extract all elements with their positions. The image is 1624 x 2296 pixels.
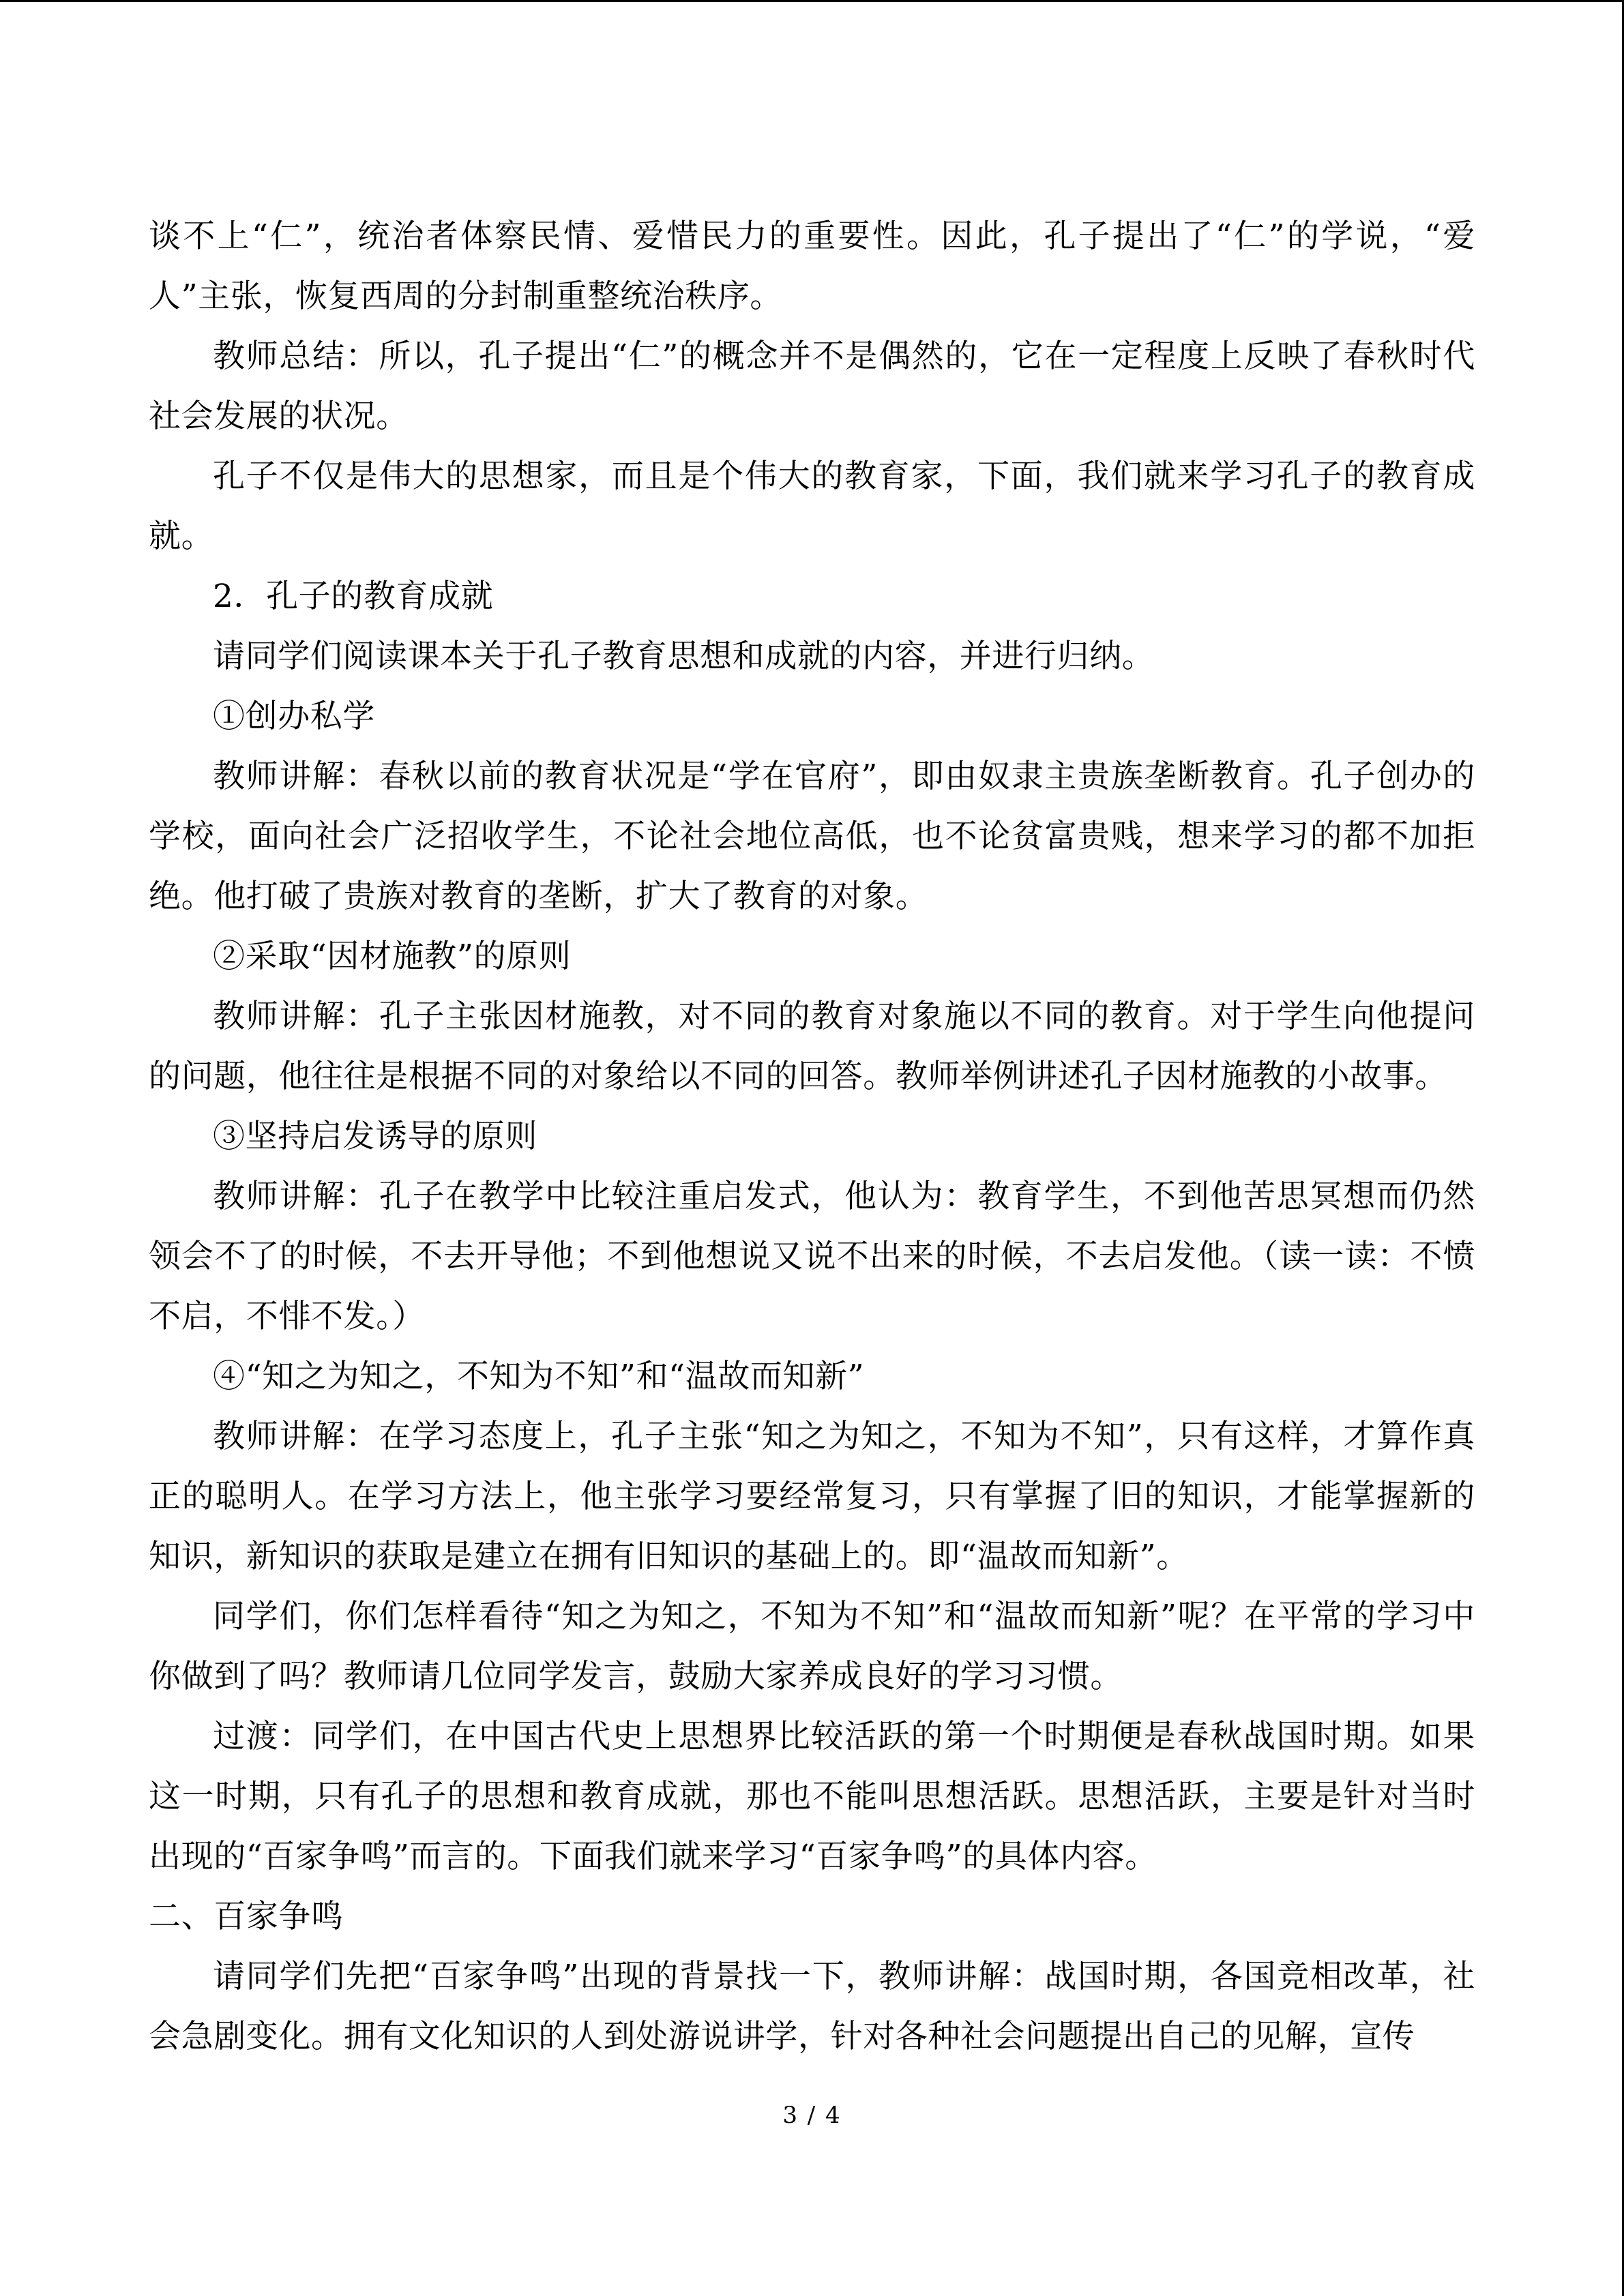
paragraph: 教师讲解：在学习态度上，孔子主张“知之为知之，不知为不知”，只有这样，才算作真正的聪明人。在学习方法上，他主张学习要经常复习，只有掌握了旧的知识，才能掌握新的知识，新知识的获取是建立在拥有旧知识的基础上的。即“温故而知新”。 bbox=[149, 1418, 1475, 1575]
subsection-heading: ②采取“因材施教”的原则 bbox=[213, 938, 572, 975]
paragraph: 教师讲解：孔子主张因材施教，对不同的教育对象施以不同的教育。对于学生向他提问的问题，他往往是根据不同的对象给以不同的回答。教师举例讲述孔子因材施教的小故事。 bbox=[149, 998, 1475, 1095]
subsection-heading: ③坚持启发诱导的原则 bbox=[213, 1118, 537, 1155]
page-number: 3 / 4 bbox=[782, 2102, 842, 2129]
section-heading: 二、百家争鸣 bbox=[149, 1898, 344, 1935]
paragraph: 谈不上“仁”，统治者体察民情、爱惜民力的重要性。因此，孔子提出了“仁”的学说，“爱人”主张，恢复西周的分封制重整统治秩序。 bbox=[149, 218, 1475, 315]
section-heading: 2．孔子的教育成就 bbox=[213, 578, 494, 615]
document-body bbox=[149, 207, 1475, 2067]
paragraph: 教师讲解：孔子在教学中比较注重启发式，他认为：教育学生，不到他苦思冥想而仍然领会不了的时候，不去开导他；不到他想说又说不出来的时候，不去启发他。（读一读：不愤不启，不悱不发。） bbox=[149, 1178, 1475, 1335]
paragraph: 孔子不仅是伟大的思想家，而且是个伟大的教育家，下面，我们就来学习孔子的教育成就。 bbox=[149, 458, 1475, 555]
paragraph: 教师总结：所以，孔子提出“仁”的概念并不是偶然的，它在一定程度上反映了春秋时代社会发展的状况。 bbox=[149, 338, 1475, 435]
paragraph: 同学们，你们怎样看待“知之为知之，不知为不知”和“温故而知新”呢？在平常的学习中你做到了吗？教师请几位同学发言，鼓励大家养成良好的学习习惯。 bbox=[149, 1598, 1475, 1695]
paragraph: 教师讲解：春秋以前的教育状况是“学在官府”，即由奴隶主贵族垄断教育。孔子创办的学校，面向社会广泛招收学生，不论社会地位高低，也不论贫富贵贱，想来学习的都不加拒绝。他打破了贵族对教育的垄断，扩大了教育的对象。 bbox=[149, 758, 1475, 915]
paragraph: 请同学们先把“百家争鸣”出现的背景找一下，教师讲解：战国时期，各国竞相改革，社会急剧变化。拥有文化知识的人到处游说讲学，针对各种社会问题提出自己的见解，宣传 bbox=[149, 1958, 1475, 2055]
page-border-top bbox=[0, 0, 1624, 2]
subsection-heading: ①创办私学 bbox=[213, 698, 375, 735]
paragraph: 过渡：同学们，在中国古代史上思想界比较活跃的第一个时期便是春秋战国时期。如果这一时期，只有孔子的思想和教育成就，那也不能叫思想活跃。思想活跃，主要是针对当时出现的“百家争鸣”而言的。下面我们就来学习“百家争鸣”的具体内容。 bbox=[149, 1718, 1475, 1875]
paragraph: 请同学们阅读课本关于孔子教育思想和成就的内容，并进行归纳。 bbox=[213, 638, 1155, 675]
subsection-heading: ④“知之为知之，不知为不知”和“温故而知新” bbox=[213, 1358, 865, 1395]
